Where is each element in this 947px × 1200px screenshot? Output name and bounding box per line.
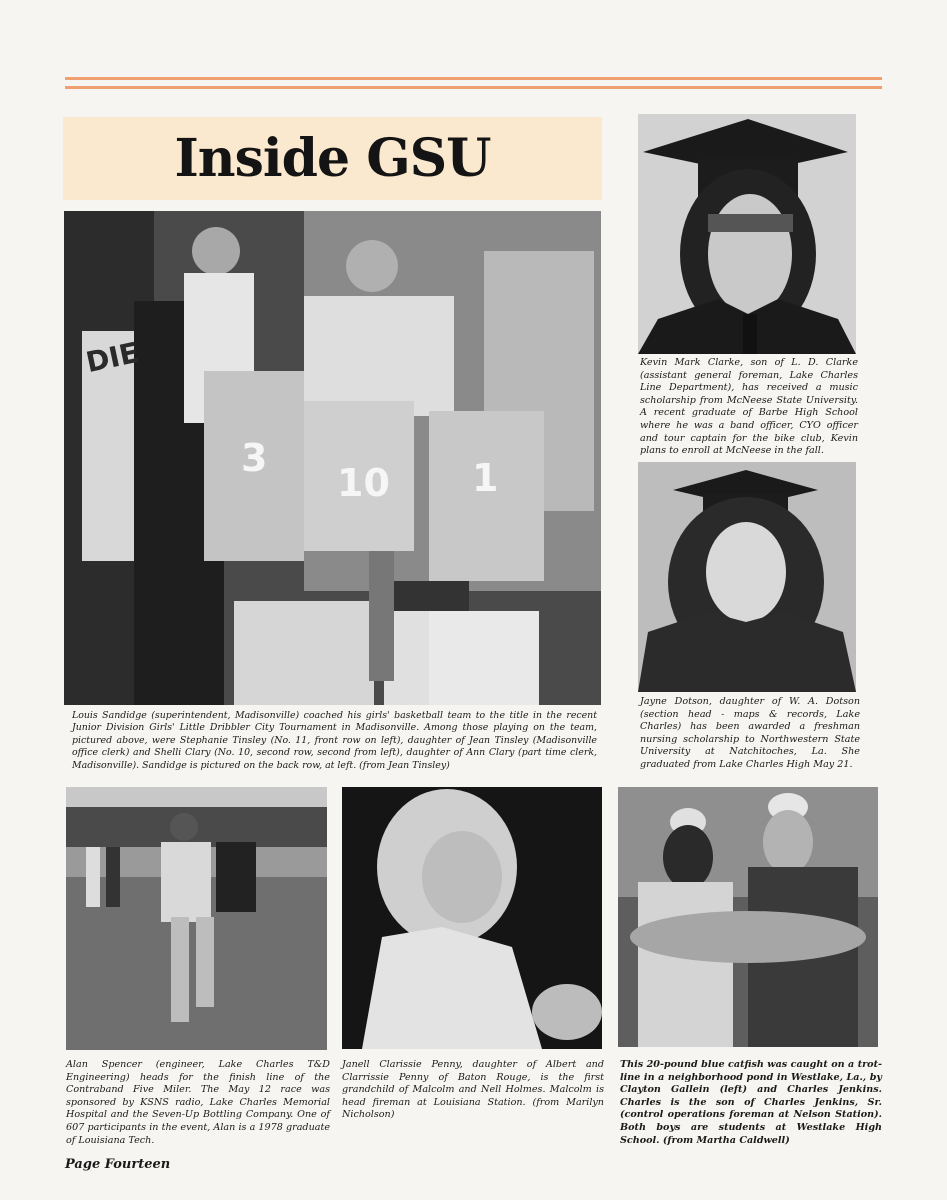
top-rule-upper: [65, 77, 882, 80]
jayne-caption: Jayne Dotson, daughter of W. A. Dotson (section head - maps & records, Lake Charles) has been awarded a freshman nursing scholarship to Northwestern State University at Natchitoches, La. She graduated from Lake Charles High May 21.: [640, 696, 860, 770]
jersey-number-10: 10: [337, 461, 390, 505]
catfish-photo: [618, 787, 878, 1047]
page-title: Inside GSU: [174, 128, 491, 189]
alan-caption: Alan Spencer (engineer, Lake Charles T&D Engineering) heads for the finish line of the Contraband Five Miler. The May 12 race was sponsored by KSNS radio, Lake Charles Memorial Hospital and the Seven-Up Bottling Company. One of 607 participants in the event, Alan is a 1978 graduate of Louisiana Tech.: [66, 1059, 330, 1146]
store-sign-text: DIE: [83, 335, 142, 380]
alan-runner-photo: [66, 787, 327, 1050]
jersey-number-3: 3: [241, 436, 268, 480]
janell-caption: Janell Clarissie Penny, daughter of Albert and Clarrissie Penny of Baton Rouge, is the first grandchild of Malcolm and Nell Holmes. Malcolm is head fireman at Louisiana Station. (from Marilyn Nicholson): [342, 1059, 604, 1121]
team-caption: Louis Sandidge (superintendent, Madisonville) coached his girls' basketball team to the title in the recent Junior Division Girls' Little Dribbler City Tournament in Madisonville. Among those playing on the team, pictured above, were Stephanie Tinsley (No. 11, front row on left), daughter of Jean Tinsley (Madisonville office clerk) and Shelli Clary (No. 10, second row, second from left), daughter of Ann Clary (part time clerk, Madisonville). Sandidge is pictured on the back row, at left. (from Jean Tinsley): [72, 710, 597, 771]
kevin-caption: Kevin Mark Clarke, son of L. D. Clarke (assistant general foreman, Lake Charles Line Department), has received a music scholarship from McNeese State University. A recent graduate of Barbe High School where he was a band officer, CYO officer and tour captain for the bike club, Kevin plans to enroll at McNeese in the fall.: [640, 357, 858, 457]
jersey-number-1: 1: [472, 456, 499, 500]
team-photo: [64, 211, 601, 705]
page-number-label: Page Fourteen: [65, 1157, 171, 1172]
top-rule-lower: [65, 86, 882, 89]
catfish-caption: This 20-pound blue catfish was caught on a trot-line in a neighborhood pond in Westlake, La., by Clayton Gallein (left) and Charles Jenkins. Charles is the son of Charles Jenkins, Sr. (control operations foreman at Nelson Station). Both boys are students at Westlake High School. (from Martha Caldwell): [620, 1059, 882, 1146]
janell-baby-photo: [342, 787, 602, 1049]
jayne-portrait: [638, 462, 856, 692]
masthead: [63, 117, 602, 200]
kevin-portrait: [638, 114, 856, 354]
